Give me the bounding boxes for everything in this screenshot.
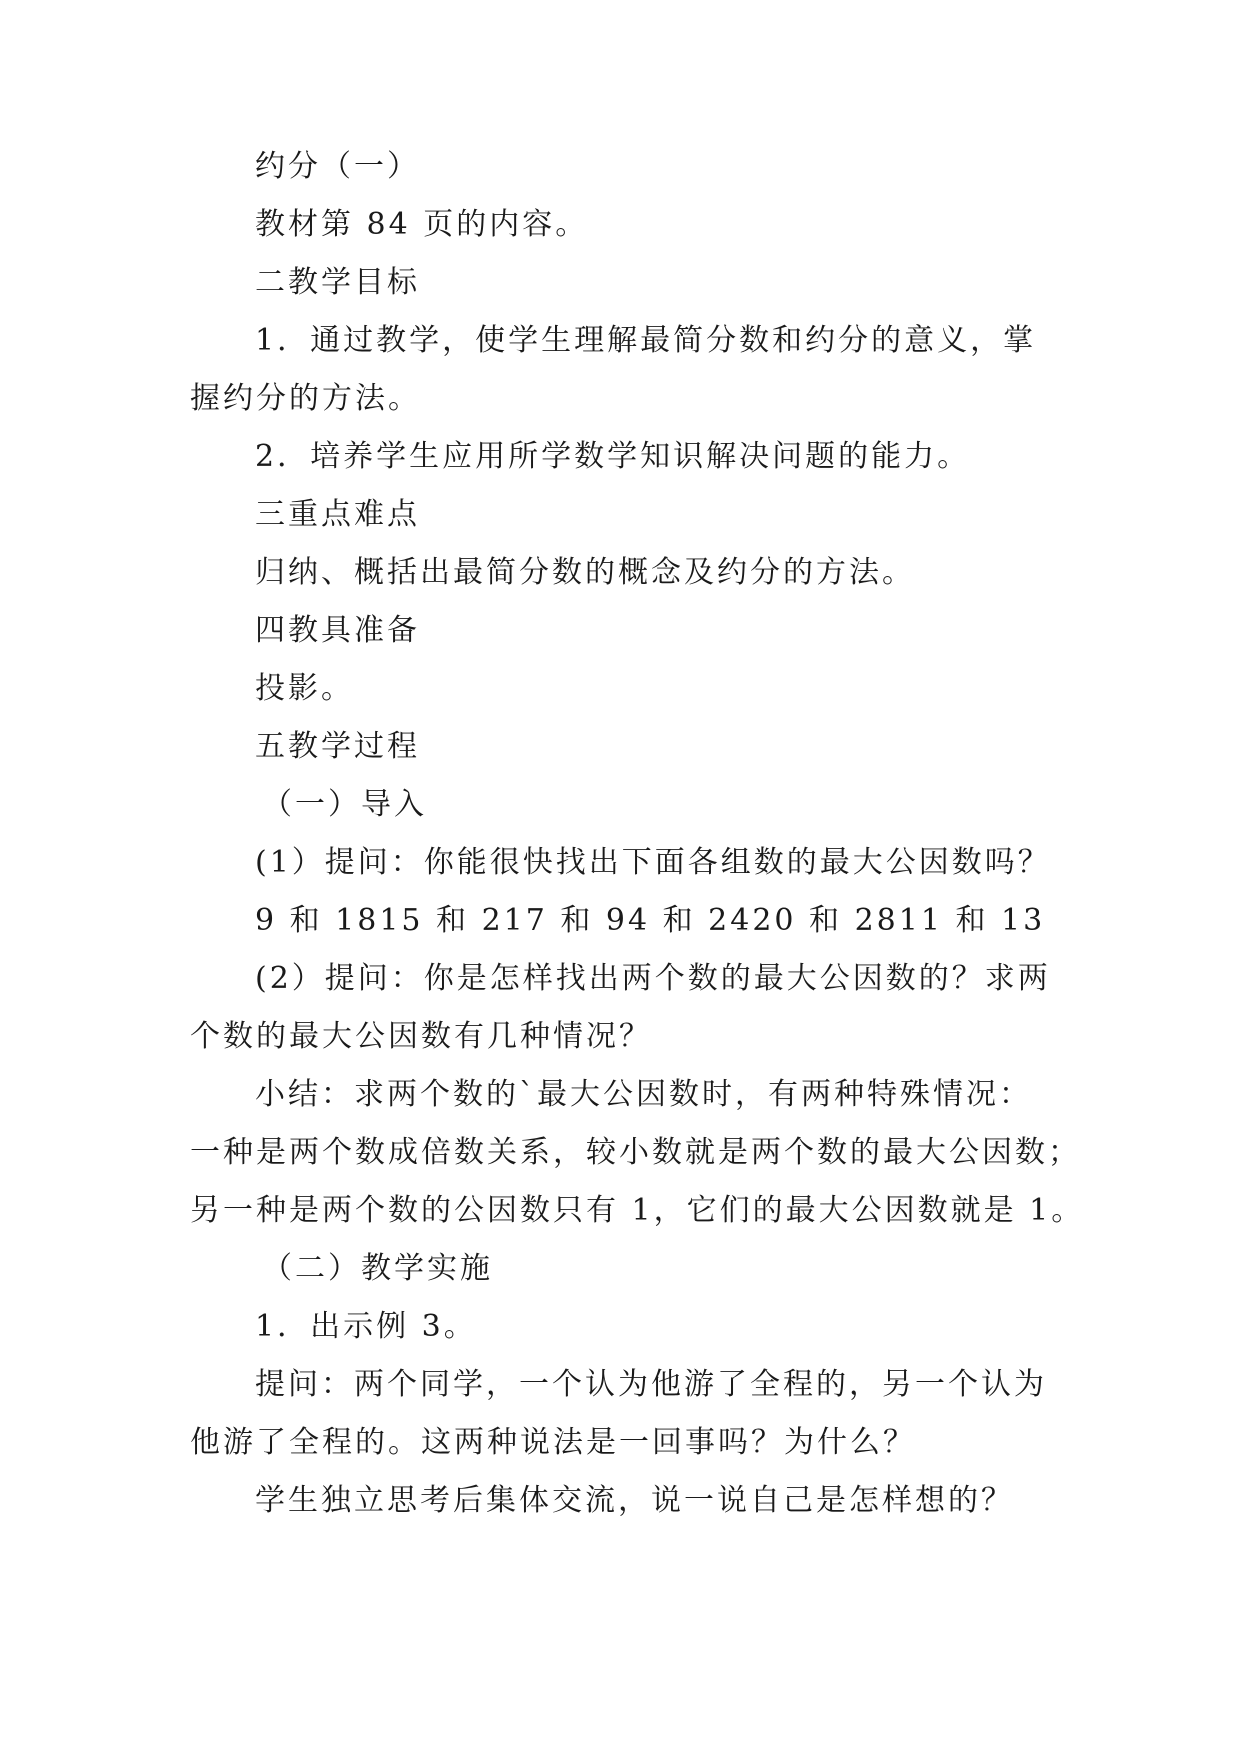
question-3-line-2: 他游了全程的。这两种说法是一回事吗？为什么？: [190, 1425, 916, 1460]
student-discussion: 学生独立思考后集体交流，说一说自己是怎样想的？: [255, 1483, 1014, 1518]
section-heading-key-points: 三重点难点: [255, 497, 420, 532]
question-2-line-2: 个数的最大公因数有几种情况？: [190, 1019, 652, 1054]
section-heading-materials: 四教具准备: [255, 613, 420, 648]
summary-line-3: 另一种是两个数的公因数只有 1，它们的最大公因数就是 1。: [190, 1193, 1085, 1228]
example-3: 1．出示例 3。: [255, 1309, 477, 1344]
objective-1-line-1: 1．通过教学，使学生理解最简分数和约分的意义，掌: [255, 323, 1037, 358]
textbook-reference: 教材第 84 页的内容。: [255, 207, 589, 242]
summary-line-2: 一种是两个数成倍数关系，较小数就是两个数的最大公因数；: [190, 1135, 1081, 1170]
subsection-heading-implementation: （二）教学实施: [262, 1251, 493, 1286]
question-1: (1）提问：你能很快找出下面各组数的最大公因数吗？: [255, 845, 1051, 880]
question-2-line-1: (2）提问：你是怎样找出两个数的最大公因数的？求两: [255, 961, 1051, 996]
subsection-heading-intro: （一）导入: [262, 787, 427, 822]
section-heading-objectives: 二教学目标: [255, 265, 420, 300]
objective-2: 2．培养学生应用所学数学知识解决问题的能力。: [255, 439, 971, 474]
materials-text: 投影。: [255, 671, 354, 706]
number-groups: 9 和 1815 和 217 和 94 和 2420 和 2811 和 13: [255, 903, 1046, 938]
key-points-text: 归纳、概括出最简分数的概念及约分的方法。: [255, 555, 915, 590]
objective-1-line-2: 握约分的方法。: [190, 381, 421, 416]
lesson-title: 约分（一）: [255, 149, 420, 184]
section-heading-process: 五教学过程: [255, 729, 420, 764]
summary-line-1: 小结：求两个数的`最大公因数时，有两种特殊情况：: [255, 1077, 1032, 1112]
question-3-line-1: 提问：两个同学，一个认为他游了全程的，另一个认为: [255, 1367, 1047, 1402]
